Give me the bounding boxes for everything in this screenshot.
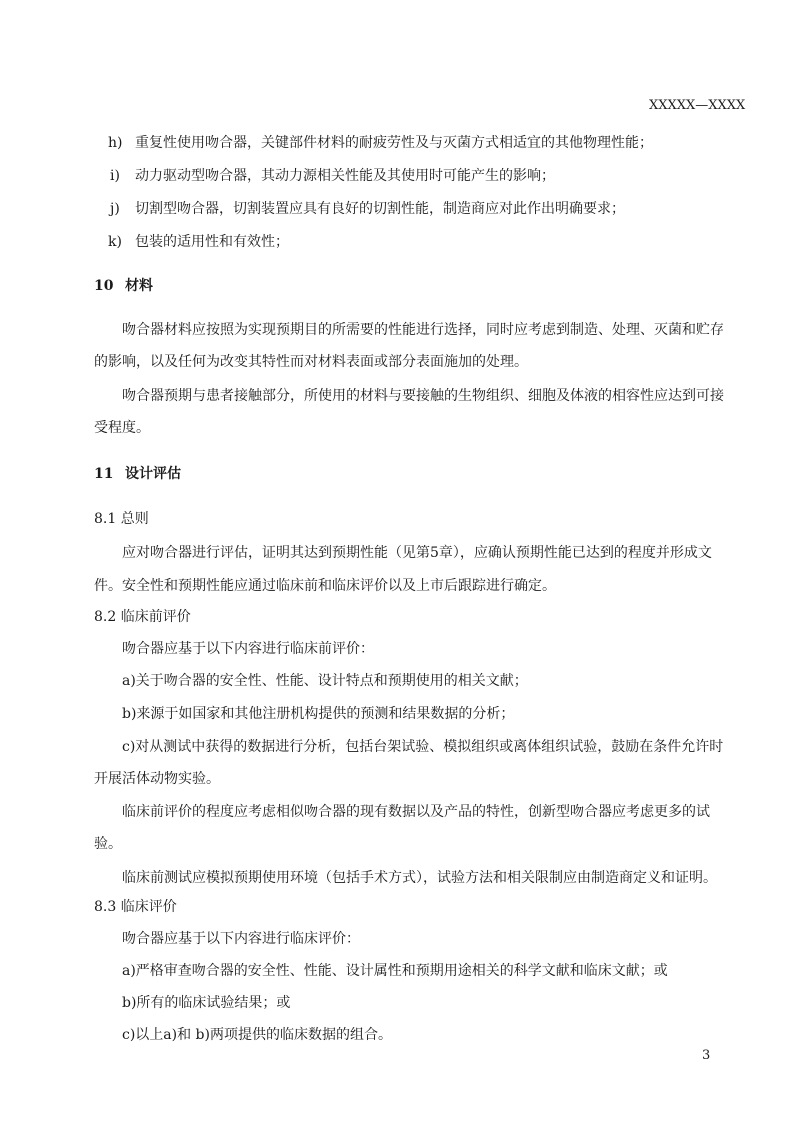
subsection-8-3-heading: 8.3 临床评价 (94, 899, 177, 915)
document-number: XXXXX—XXXX (649, 98, 746, 113)
list-item-k-text: 包装的适用性和有效性； (135, 234, 289, 250)
section-10-number: 10 (94, 278, 114, 294)
section-10-para2-line1: 吻合器预期与患者接触部分，所使用的材料与要接触的生物组织、细胞及体液的相容性应达到可接 (122, 388, 724, 404)
list-item-i-text: 动力驱动型吻合器，其动力源相关性能及其使用时可能产生的影响； (135, 168, 555, 184)
subsection-8-3-intro: 吻合器应基于以下内容进行临床评价： (122, 931, 360, 947)
subsection-8-2-item-c-line1: c)对从测试中获得的数据进行分析，包括台架试验、模拟组织或离体组织试验，鼓励在条件允许时 (122, 739, 724, 755)
subsection-8-2-para2-line1: 临床前评价的程度应考虑相似吻合器的现有数据以及产品的特性，创新型吻合器应考虑更多的试 (122, 804, 710, 820)
subsection-8-2-item-b: b)来源于如国家和其他注册机构提供的预测和结果数据的分析； (122, 706, 515, 722)
subsection-8-2-item-c-line2: 开展活体动物实验。 (94, 771, 220, 787)
list-item-j-marker: j) (110, 201, 120, 217)
list-item-i-marker: i) (110, 168, 120, 184)
subsection-8-1-line1: 应对吻合器进行评估，证明其达到预期性能（见第5章），应确认预期性能已达到的程度并形成文 (122, 545, 712, 561)
subsection-8-3-item-b: b)所有的临床试验结果；或 (122, 995, 291, 1011)
list-item-h-marker: h) (108, 135, 123, 151)
page-number: 3 (702, 1048, 711, 1063)
section-10-para1-line2: 的影响，以及任何为改变其特性而对材料表面或部分表面施加的处理。 (94, 354, 528, 370)
list-item-k-marker: k) (108, 234, 122, 250)
subsection-8-1-heading: 8.1 总则 (94, 511, 149, 527)
section-11-title: 设计评估 (125, 466, 181, 482)
list-item-j-text: 切割型吻合器，切割装置应具有良好的切割性能，制造商应对此作出明确要求； (135, 201, 625, 217)
subsection-8-2-para2-line2: 验。 (94, 836, 122, 852)
subsection-8-2-item-a: a)关于吻合器的安全性、性能、设计特点和预期使用的相关文献； (122, 673, 528, 689)
section-11-number: 11 (94, 466, 114, 482)
subsection-8-2-heading: 8.2 临床前评价 (94, 609, 191, 625)
section-10-para2-line2: 受程度。 (94, 420, 150, 436)
subsection-8-3-item-a: a)严格审查吻合器的安全性、性能、设计属性和预期用途相关的科学文献和临床文献；或 (122, 963, 668, 979)
list-item-h-text: 重复性使用吻合器，关键部件材料的耐疲劳性及与灭菌方式相适宜的其他物理性能； (135, 135, 653, 151)
subsection-8-2-para3: 临床前测试应模拟预期使用环境（包括手术方式），试验方法和相关限制应由制造商定义和证明。 (122, 870, 717, 886)
section-10-para1-line1: 吻合器材料应按照为实现预期目的所需要的性能进行选择，同时应考虑到制造、处理、灭菌和贮存 (122, 322, 724, 338)
subsection-8-3-item-c: c)以上a)和 b)两项提供的临床数据的组合。 (122, 1027, 392, 1043)
section-10-title: 材料 (125, 278, 153, 294)
subsection-8-1-line2: 件。安全性和预期性能应通过临床前和临床评价以及上市后跟踪进行确定。 (94, 578, 556, 594)
subsection-8-2-intro: 吻合器应基于以下内容进行临床前评价： (122, 641, 374, 657)
